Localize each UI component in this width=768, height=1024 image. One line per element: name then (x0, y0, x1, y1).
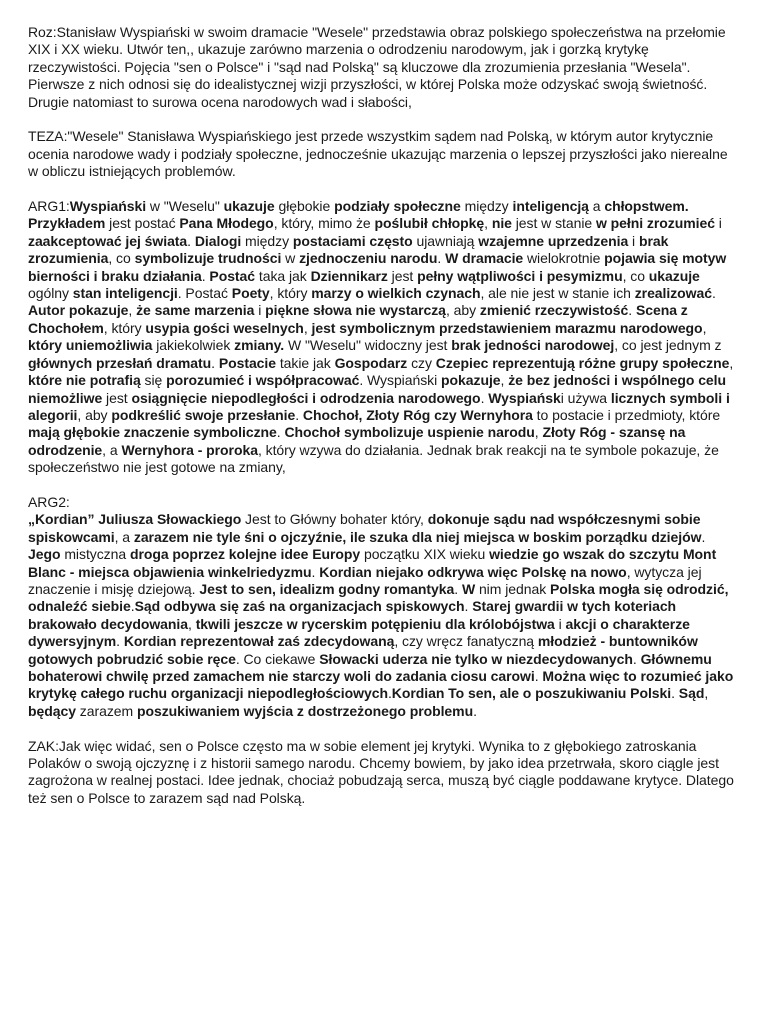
text-run: , który, mimo że (273, 215, 375, 232)
text-run: jakiekolwiek (152, 337, 235, 354)
bold-text-run: Poety (231, 285, 270, 302)
text-run: , (484, 215, 492, 232)
bold-text-run: Chochoł, Złoty Róg czy Wernyhora (302, 406, 533, 423)
text-run: , aby (445, 302, 480, 319)
text-run: głębokie (274, 198, 335, 215)
text-run: , który wzywa do działania. Jednak brak reakcji na te symbole pokazuje, że społeczeństwo nie jest gotowe na zmiany, (28, 441, 719, 476)
text-run: , (500, 372, 509, 389)
bold-text-run: Kordian To sen, ale o poszukiwaniu Polski (391, 685, 672, 702)
bold-text-run: zarazem nie tyle śni o ojczyźnie, ile szuka dla niej miejsca w boskim porządku dziejów (133, 528, 702, 545)
argument-1-paragraph (28, 198, 740, 477)
conclusion-paragraph: ZAK:Jak więc widać, sen o Polsce często ma w sobie element jej krytyki. Wynika to z głębokiego zatroskania Polaków o swoją ojczyznę i z historii samego narodu. Chcemy bowiem, by jako idea przetrwała, skoro ciągle jest zagrożona w realnej postaci. Idee jednak, chociaż pobudzają serca, muszą być ciągle poddawane krytyce. Dlatego też sen o Polsce to zarazem sąd nad Polską. (28, 737, 734, 806)
bold-text-run: podkreślić swoje przesłanie (111, 406, 296, 423)
bold-text-run: Głównemu bohaterowi chwilę przed zamachem nie starczy woli do zadania ciosu carowi (28, 650, 712, 684)
text-run: . Co ciekawe (235, 650, 320, 667)
text-run: . (387, 685, 392, 702)
document-page (28, 24, 740, 807)
text-run: jest w stanie (511, 215, 596, 232)
text-run: . (464, 598, 473, 615)
bold-text-run: usypia gości weselnych (145, 319, 304, 336)
text-run: i (714, 215, 722, 232)
bold-text-run: głównych przesłań dramatu (28, 354, 212, 371)
text-run: , który (269, 285, 312, 302)
text-run: , a (102, 441, 122, 458)
bold-text-run: brak zrozumienia (28, 232, 669, 267)
text-run: . (701, 528, 706, 545)
bold-text-run: Sąd (678, 685, 705, 702)
bold-text-run: symbolizuje trudności (134, 250, 282, 267)
text-run: , ale nie jest w stanie ich (480, 285, 635, 302)
bold-text-run: W dramacie (445, 250, 524, 267)
text-run: . (116, 633, 124, 650)
argument-2-paragraph (28, 511, 740, 720)
text-run: i (254, 302, 266, 319)
text-run: , (704, 685, 709, 702)
text-run: , co jest jednym z (614, 337, 722, 354)
bold-text-run: zaakceptować jej świata (28, 232, 188, 249)
thesis-paragraph: TEZA:"Wesele" Stanisława Wyspiańskiego jest przede wszystkim sądem nad Polską, w którym autor krytycznie ocenia narodowe wady i podziały społeczne, jednocześnie ukazując marzenia o lepszej przyszłości jako nierealne w obliczu istniejących problemów. (28, 128, 728, 180)
bold-text-run: Chochoł symbolizuje uspienie narodu (284, 424, 535, 441)
intro-paragraph: Roz:Stanisław Wyspiański w swoim dramacie "Wesele" przedstawia obraz polskiego społeczeństwa na przełomie XIX i XX wieku. Utwór ten,, ukazuje zarówno marzenia o odrodzeniu narodowym, jak i gorzką krytykę rzeczywistości. Pojęcia "sen o Polsce" i "sąd nad Polską" są kluczowe dla zrozumienia przesłania "Wesela". Pierwsze z nich odnosi się do idealistycznej wizji przyszłości, w której Polska może odzyskać swoją świetność. Drugie natomiast to surowa ocena narodowych wad i słabości, (28, 24, 726, 110)
bold-text-run: brak jedności narodowej (451, 337, 615, 354)
bold-text-run: Złoty Róg - szansę na odrodzenie (28, 424, 686, 458)
text-run: . (473, 702, 477, 719)
text-run: i (554, 615, 566, 632)
bold-text-run: Wyspiański (69, 198, 147, 215)
bold-text-run: ukazuje (223, 198, 275, 215)
bold-text-run: zjednoczeniu narodu (299, 250, 438, 267)
text-run: ogólny (28, 285, 73, 302)
text-run: jest (102, 389, 132, 406)
bold-text-run: mają głębokie znaczenie symboliczne (28, 424, 277, 441)
bold-text-run: Starej gwardii w tych koteriach brakowało decydowania (28, 598, 677, 632)
text-run: czy (407, 354, 436, 371)
bold-text-run: osiągnięcie niepodległości i odrodzenia narodowego (131, 389, 481, 406)
text-run: , a (114, 528, 134, 545)
bold-text-run: Kordian reprezentował zaś zdecydowaną (123, 633, 395, 650)
text-run: , (702, 319, 707, 336)
bold-text-run: dokonuje sądu nad współczesnymi sobie spiskowcami (28, 511, 701, 545)
bold-text-run: Jego (28, 546, 61, 563)
text-run: zarazem (75, 702, 137, 719)
text-run: . (480, 389, 489, 406)
text-run: jest (387, 267, 418, 284)
bold-text-run: Czepiec reprezentują różne grupy społeczne (435, 354, 730, 371)
bold-text-run: Jest to sen, idealizm godny romantyka (199, 580, 455, 597)
bold-text-run: jest symbolicznym przedstawieniem marazmu narodowego (311, 319, 703, 336)
argument-2-label: ARG2: (28, 493, 70, 510)
bold-text-run: Postać (209, 267, 256, 284)
bold-text-run: tkwili jeszcze w rycerskim potępieniu dla królobójstwa (195, 615, 555, 632)
text-run: , aby (77, 406, 112, 423)
text-run: . (628, 302, 636, 319)
text-run: . (632, 650, 641, 667)
bold-text-run: pojawia się motyw bierności i braku działania (28, 250, 727, 284)
text-run: . (671, 685, 679, 702)
text-run: , co (108, 250, 135, 267)
bold-text-run: akcji o charakterze dywersyjnym (28, 615, 690, 650)
text-run: , (303, 319, 312, 336)
bold-text-run: nie (491, 215, 512, 232)
text-run: . (454, 580, 462, 597)
bold-text-run: porozumieć i współpracować (166, 372, 360, 389)
text-run: . (211, 354, 219, 371)
text-run: taka jak (255, 267, 311, 284)
bold-text-run: Kordian niejako odkrywa więc Polskę na nowo (319, 563, 627, 580)
text-run: , czy wręcz fanatyczną (394, 633, 538, 650)
text-run: . (711, 285, 716, 302)
text-run: ARG1: (28, 198, 70, 215)
bold-text-run: będący (28, 702, 76, 719)
text-run: , (534, 424, 543, 441)
text-run: , (188, 615, 196, 632)
bold-text-run: W (461, 580, 476, 597)
text-run: . (276, 424, 285, 441)
text-run: Jest to Główny bohater który, (241, 511, 428, 528)
bold-text-run: że same marzenia (136, 302, 255, 319)
bold-text-run: pokazuje (441, 372, 501, 389)
text-run: , (128, 302, 137, 319)
bold-text-run: Scena z Chochołem (28, 302, 688, 336)
text-run: . (295, 406, 303, 423)
bold-text-run: zrealizować (634, 285, 712, 302)
text-run: jest postać (105, 215, 180, 232)
text-run: W "Weselu" widoczny jest (284, 337, 452, 354)
bold-text-run: Gospodarz (334, 354, 408, 371)
text-run: . (437, 250, 446, 267)
bold-text-run: Słowacki uderza nie tylko w niezdecydowanych (319, 650, 633, 667)
bold-text-run: Dziennikarz (310, 267, 388, 284)
text-run: wielokrotnie (523, 250, 605, 267)
text-run: , wytycza jej znaczenie i misję dziejową (28, 563, 702, 597)
bold-text-run: postaciami często (292, 232, 413, 249)
text-run: . (191, 580, 200, 597)
bold-text-run: Wernyhora - proroka (121, 441, 258, 458)
bold-text-run: piękne słowa nie wystarczą (265, 302, 446, 319)
bold-text-run: Dialogi (194, 232, 242, 249)
bold-text-run: w pełni zrozumieć (595, 215, 715, 232)
text-run: się (140, 372, 167, 389)
bold-text-run: zmiany. (234, 337, 285, 354)
bold-text-run: wzajemne uprzedzenia (478, 232, 629, 249)
bold-text-run: Postacie (218, 354, 276, 371)
bold-text-run: że bez jedności i wspólnego celu niemożliwe (28, 372, 727, 406)
bold-text-run: które nie potrafią (28, 372, 141, 389)
bold-text-run: Polska mogła się odrodzić, odnaleźć siebie (28, 580, 729, 615)
text-run: a (588, 198, 605, 215)
text-run: to postacie i przedmioty, które (532, 406, 721, 423)
text-run: między (241, 232, 293, 249)
bold-text-run: który uniemożliwia (28, 337, 153, 354)
text-run: . Wyspiański (359, 372, 442, 389)
bold-text-run: chłopstwem. Przykładem (28, 198, 689, 232)
bold-text-run: zmienić rzeczywistość (479, 302, 629, 319)
text-run: . (130, 598, 135, 615)
text-run: . (311, 563, 320, 580)
text-run: takie jak (276, 354, 335, 371)
bold-text-run: licznych symboli i alegorii (28, 389, 730, 423)
text-run: . Postać (177, 285, 232, 302)
bold-text-run: stan inteligencji (72, 285, 178, 302)
text-run: ujawniają (412, 232, 479, 249)
bold-text-run: Można więc to rozumieć jako krytykę całego ruchu organizacji niepodległościowych (28, 667, 734, 702)
bold-text-run: Sąd odbywa się zaś na organizacjach spiskowych (134, 598, 465, 615)
text-run: w "Weselu" (146, 198, 224, 215)
bold-text-run: młodzież - buntowników gotowych pobrudzić sobie ręce (28, 633, 698, 667)
bold-text-run: Autor pokazuje (28, 302, 129, 319)
bold-text-run: wiedzie go wszak do szczytu Mont Blanc - miejsca objawienia winkelriedyzmu (28, 546, 717, 580)
text-run: i (628, 232, 639, 249)
bold-text-run: ukazuje (648, 267, 700, 284)
bold-text-run: pełny wątpliwości i pesymizmu (417, 267, 623, 284)
text-run: mistyczna (60, 546, 130, 563)
bold-text-run: poszukiwaniem wyjścia z dostrzeżonego problemu (136, 702, 474, 719)
text-run: , co (622, 267, 649, 284)
bold-text-run: Wyspiańsk (488, 389, 561, 406)
text-run: nim jednak (475, 580, 550, 597)
text-run: . (187, 232, 195, 249)
bold-text-run: droga poprzez kolejne idee Europy (129, 546, 361, 563)
text-run: początku XIX wieku (360, 546, 490, 563)
bold-text-run: marzy o wielkich czynach (311, 285, 481, 302)
bold-text-run: podziały społeczne (334, 198, 461, 215)
text-run: między (460, 198, 513, 215)
text-run: . (201, 267, 210, 284)
text-run: , (729, 354, 734, 371)
bold-text-run: „Kordian” Juliusza Słowackiego (28, 511, 242, 528)
bold-text-run: Pana Młodego (179, 215, 274, 232)
text-run: , który (103, 319, 146, 336)
bold-text-run: inteligencją (512, 198, 589, 215)
text-run: i używa (560, 389, 611, 406)
text-run: w (281, 250, 300, 267)
text-run: . (534, 667, 543, 684)
bold-text-run: poślubił chłopkę (374, 215, 485, 232)
